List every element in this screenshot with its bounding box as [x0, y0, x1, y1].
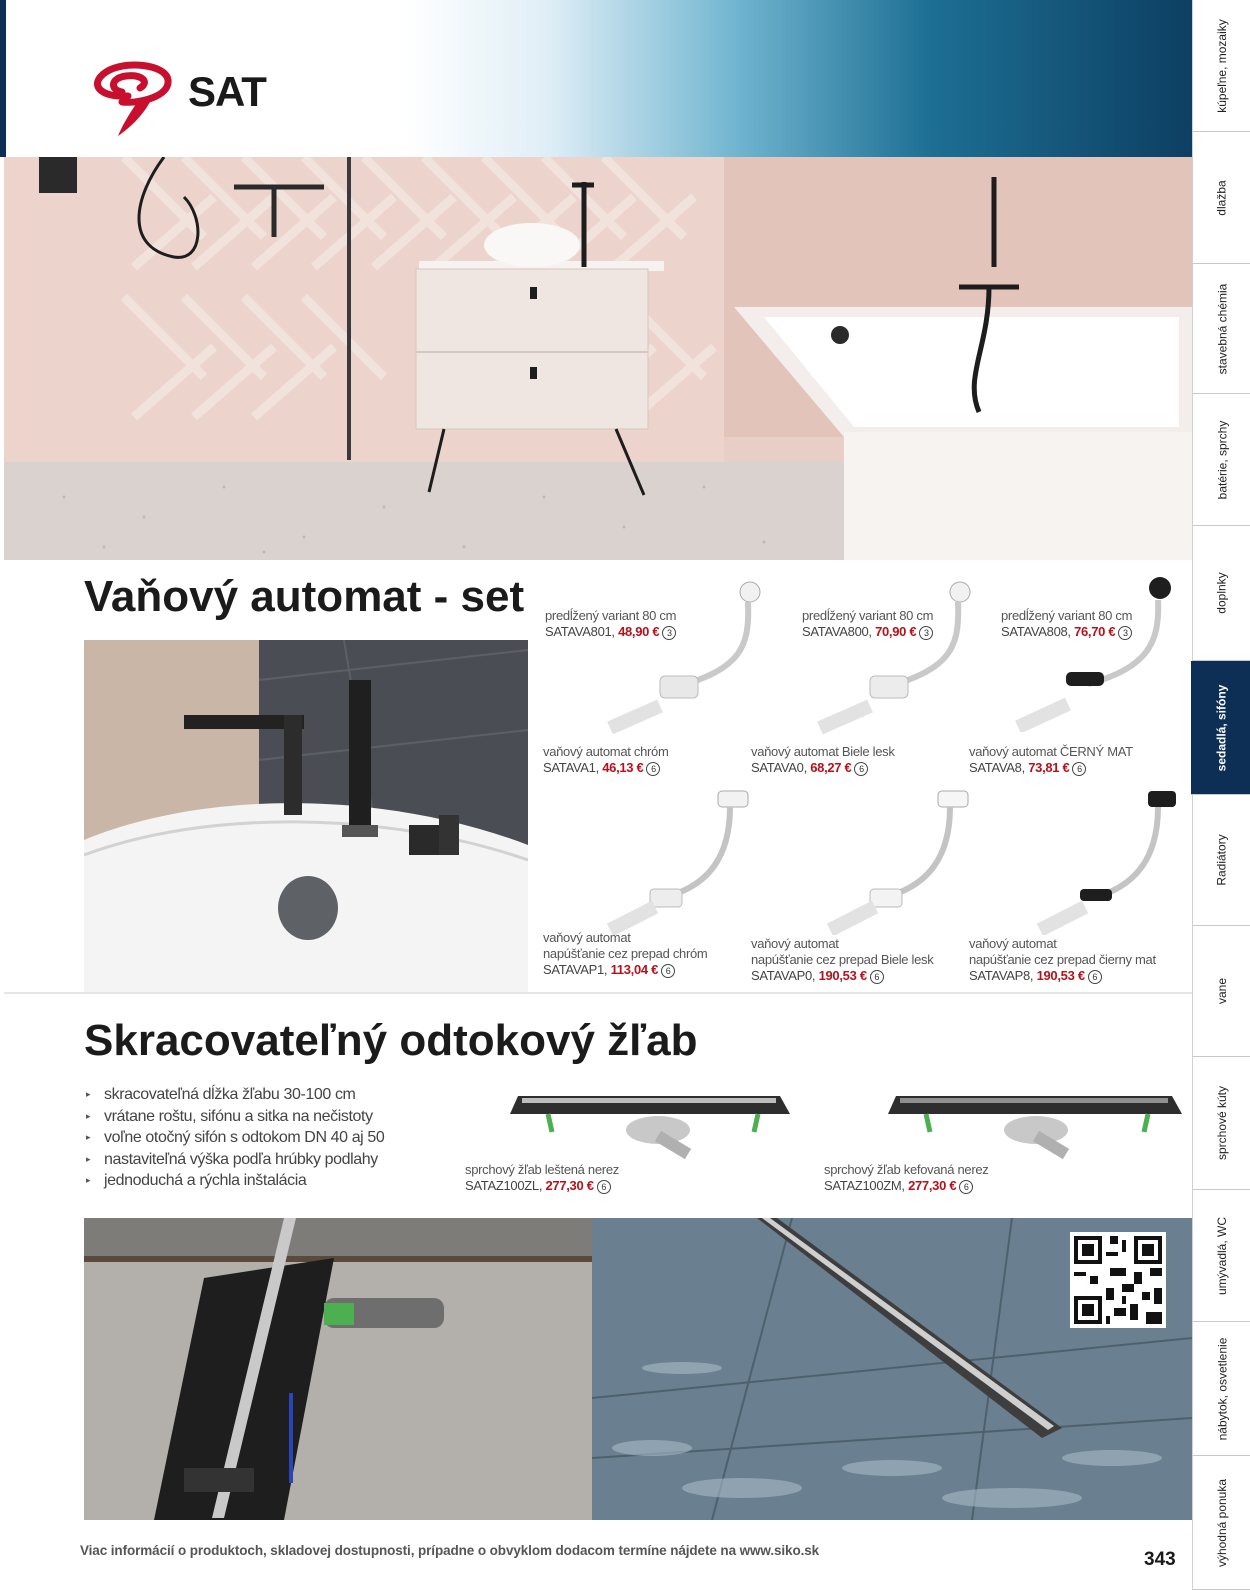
nav-item-dlazba[interactable]: dlažba: [1193, 132, 1250, 264]
badge-icon: 6: [870, 970, 884, 984]
hero-bathroom-image: [4, 157, 1192, 560]
nav-item-sprchove-kuty[interactable]: sprchové kúty: [1193, 1057, 1250, 1190]
badge-icon: 6: [597, 1180, 611, 1194]
nav-item-vane[interactable]: vane: [1193, 926, 1250, 1057]
badge-icon: 6: [1072, 762, 1086, 776]
badge-icon: 6: [1088, 970, 1102, 984]
nav-item-stavebna-chemia[interactable]: stavebná chémia: [1193, 264, 1250, 394]
section-title-vanovy-automat: Vaňový automat - set: [84, 572, 525, 621]
product-caption-sataz100zl: sprchový žľab leštená nerez SATAZ100ZL, 277,30 € 6: [465, 1162, 619, 1193]
nav-item-umyvadla-wc[interactable]: umývadlá, WC: [1193, 1190, 1250, 1322]
feature-item: ▸ skracovateľná dĺžka žľabu 30-100 cm: [86, 1084, 384, 1106]
badge-icon: 6: [854, 762, 868, 776]
product-caption-satavap0: vaňový automat napúšťanie cez prepad Biele lesk SATAVAP0, 190,53 € 6: [751, 936, 934, 983]
product-image-satavap0: [820, 785, 990, 935]
badge-icon: 3: [919, 626, 933, 640]
badge-icon: 6: [661, 964, 675, 978]
badge-icon: 6: [646, 762, 660, 776]
side-nav: [1192, 0, 1250, 1590]
product-caption-satava1: vaňový automat chróm SATAVA1, 46,13 € 6: [543, 744, 669, 775]
product-caption-satava800: predĺžený variant 80 cm SATAVA800, 70,90 € 3: [802, 608, 934, 639]
product-caption-sataz100zm: sprchový žľab kefovaná nerez SATAZ100ZM, 277,30 € 6: [824, 1162, 989, 1193]
feature-item: ▸ jednoduchá a rýchla inštalácia: [86, 1170, 384, 1192]
page-number: 343: [1144, 1549, 1176, 1570]
product-caption-satavap1: vaňový automat napúšťanie cez prepad chróm SATAVAP1, 113,04 € 6: [543, 930, 708, 977]
feature-item: ▸ nastaviteľná výška podľa hrúbky podlahy: [86, 1149, 384, 1171]
product-image-satava800: [810, 578, 980, 738]
nav-item-radiatory[interactable]: Radiátory: [1193, 795, 1250, 926]
product-image-satava801: [600, 578, 770, 738]
product-caption-satava808: predĺžený variant 80 cm SATAVA808, 76,70 € 3: [1001, 608, 1133, 639]
footer-note: Viac informácií o produktoch, skladovej dostupnosti, prípadne o obvyklom dodacom termíne nájdete na www.siko.sk: [80, 1543, 820, 1558]
nav-item-vyhodna-ponuka[interactable]: výhodná ponuka: [1193, 1456, 1250, 1590]
nav-item-kupelne[interactable]: kúpeľne, mozaiky: [1193, 0, 1250, 132]
badge-icon: 6: [959, 1180, 973, 1194]
product-caption-satava801: predĺžený variant 80 cm SATAVA801, 48,90 € 3: [545, 608, 677, 639]
feature-item: ▸ voľne otočný sifón s odtokom DN 40 aj 50: [86, 1127, 384, 1149]
product-caption-satava0: vaňový automat Biele lesk SATAVA0, 68,27 € 6: [751, 744, 895, 775]
left-edge-strip: [0, 0, 6, 157]
drain-installation-photo: [84, 1218, 592, 1520]
section-title-odtokovy-zlab: Skracovateľný odtokový žľab: [84, 1016, 698, 1065]
brand-logo-text: SAT: [188, 68, 266, 115]
product-image-satava808: [1008, 572, 1178, 732]
nav-item-doplnky[interactable]: doplnky: [1193, 526, 1250, 661]
feature-item: ▸ vrátane roštu, sifónu a sitka na nečistoty: [86, 1106, 384, 1128]
feature-list: [86, 1084, 384, 1192]
header-band: [0, 0, 1192, 157]
nav-item-nabytok-osvetlenie[interactable]: nábytok, osvetlenie: [1193, 1322, 1250, 1456]
nav-item-baterie-sprchy[interactable]: batérie, sprchy: [1193, 394, 1250, 526]
product-caption-satava8: vaňový automat ČERNÝ MAT SATAVA8, 73,81 € 6: [969, 744, 1133, 775]
badge-icon: 3: [662, 626, 676, 640]
product-image-satavap8: [1030, 785, 1190, 935]
badge-icon: 3: [1118, 626, 1132, 640]
sat-logo-icon: [80, 56, 176, 140]
nav-item-sedadla-sifony[interactable]: sedadlá, sifóny: [1191, 661, 1250, 795]
bathtub-faucet-photo: [84, 640, 528, 992]
qr-code-icon[interactable]: [1070, 1232, 1166, 1328]
product-caption-satavap8: vaňový automat napúšťanie cez prepad čierny mat SATAVAP8, 190,53 € 6: [969, 936, 1156, 983]
section-divider: [4, 992, 1192, 994]
product-image-satavap1: [600, 785, 770, 935]
